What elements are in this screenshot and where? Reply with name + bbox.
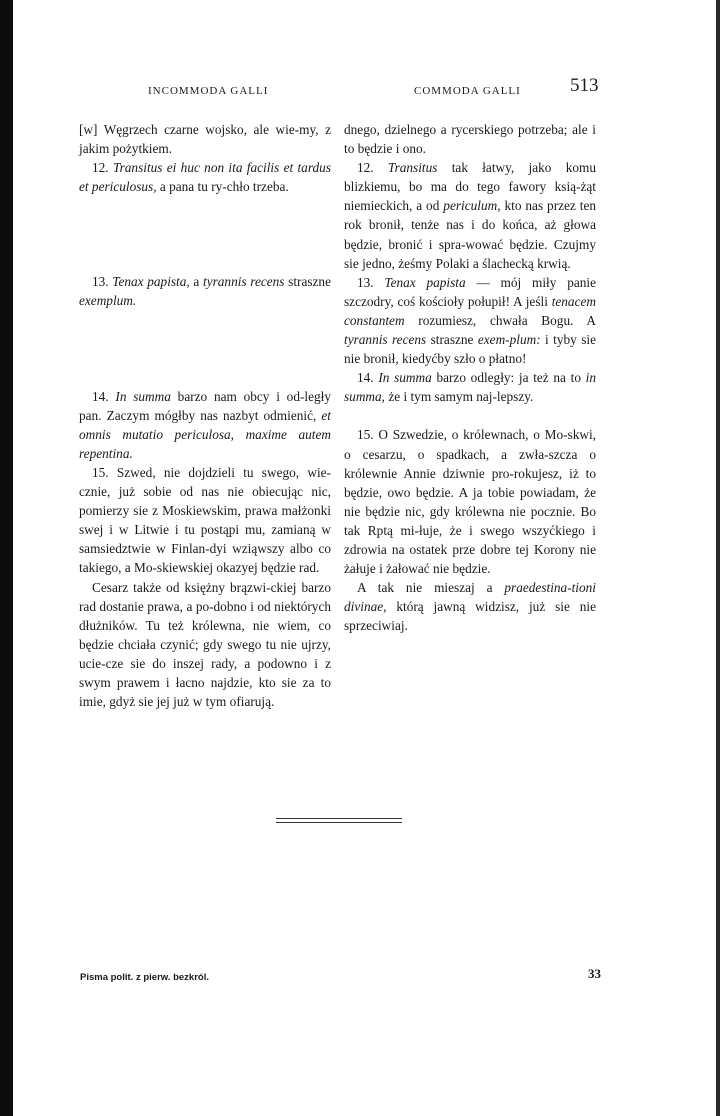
text-run: kto nas przez ten rok bronił, tenże nas i do końca, aż głowa będzie, bronić i spra-wować będzie. Czujmy sie jedno, żeśmy Polaki a ślachecką krwią.	[344, 198, 596, 271]
right-column	[344, 120, 596, 635]
text-run: [w] Węgrzech czarne wojsko, ale wie-my, z jakim pożytkiem.	[79, 122, 331, 157]
italic-text: In summa	[115, 388, 171, 404]
text-run: 14.	[357, 370, 379, 386]
italic-text: Transitus	[387, 160, 438, 176]
italic-text: in summa,	[344, 370, 597, 405]
left-para-1	[79, 120, 331, 158]
text-run: — mój miły panie szczodry, coś kościoły połupił! A jeśli	[344, 274, 596, 309]
italic-text: Transitus ei huc non ita facilis et tardus et periculosus,	[79, 160, 331, 195]
text-run: Cesarz także od księżny brązwi-ckiej barzo rad dostanie prawa, a po-dobno i od niektórych dłużników. Tu też królewna, nie wiem, co będzie chciała czynić; gdy swego tu nie ujrzy, ucie-cze sie do inszej rady, a podowno i z swym prawem i łacno najdzie, kto sie za to imie, gdyż sie jej już w tym ofiarują.	[79, 579, 331, 710]
text-run: i tyby sie nie bronił, kiedyćby szło o płatno!	[344, 332, 596, 367]
left-para-cesarz	[79, 578, 331, 712]
italic-text: tyrannis recens	[344, 332, 427, 348]
signature-line: Pisma polit. z pierw. bezkról.	[80, 972, 209, 983]
left-para-15	[79, 463, 331, 578]
italic-text: Tenax papista,	[112, 274, 190, 290]
left-column	[79, 120, 331, 711]
italic-text: In summa	[378, 370, 432, 386]
right-para-15	[344, 425, 596, 578]
text-run: barzo odległy: ja też na to	[431, 370, 586, 386]
running-head-left: INCOMMODA GALLI	[148, 85, 269, 97]
left-para-13	[79, 272, 331, 310]
text-run: a	[189, 274, 203, 290]
italic-text: tyrannis recens	[203, 274, 285, 290]
text-run: dnego, dzielnego a rycerskiego potrzeba; ale i to będzie i ono.	[344, 122, 596, 157]
right-para-1	[344, 120, 596, 158]
sheet-number: 33	[588, 966, 601, 981]
page-number: 513	[570, 75, 599, 96]
text-run: tak łatwy, jako komu blizkiemu, bo ma do tego fawory ksią-żąt niemieckich, a od	[344, 160, 596, 214]
right-para-14	[344, 368, 596, 406]
italic-text: tenacem constantem	[344, 293, 596, 328]
text-run: 13.	[357, 274, 385, 290]
text-run: 13.	[92, 274, 113, 290]
text-run: którą jawną widzisz, już sie nie sprzeciwiaj.	[344, 599, 596, 634]
italic-text: exemplum.	[79, 293, 137, 309]
text-run: 14.	[92, 388, 116, 404]
ornamental-rule	[276, 818, 402, 823]
text-run: 12.	[357, 160, 388, 176]
text-run: barzo nam obcy i od-legły pan. Zaczym mógłby nas nazbyt odmienić,	[79, 388, 331, 423]
text-run: straszne	[426, 332, 478, 348]
right-para-12	[344, 158, 596, 273]
text-run: 12.	[92, 160, 113, 176]
italic-text: praedestina-tioni divinae,	[344, 580, 596, 615]
italic-text: et omnis mutatio periculosa, maxime autem repentina.	[79, 407, 331, 461]
text-run: 15. Szwed, nie dojdzieli tu swego, wie-cznie, już sobie od nas nie obiecując nic, pomierzy sie z Moskiewskim, prawa małżonki swej i w Litwie i tu postąpi mu, zamianą w samsiedztwie w Finlan-dyi wziąwszy albo co takiego, a Mo-skiewskiej okazyej będzie rad.	[79, 464, 331, 576]
right-para-closing	[344, 578, 596, 635]
text-run: straszne	[284, 274, 331, 290]
text-run: rozumiesz, chwała Bogu. A	[404, 312, 596, 328]
text-run: 15. O Szwedzie, o królewnach, o Mo-skwi, o cesarzu, o spadkach, a zwła-szcza o królewnie Annie dziwnie pro-rokujesz, iż to będzie, owo będzie. A ja tobie powiadam, że nie będzie nic, gdy królewna nie pocznie. Bo tak Rptą mi-łuje, że i swego wszyćkiego i zdrowia na ostatek prze dobre tej Korony nie żałuje i żałować nie będzie.	[344, 427, 596, 577]
italic-text: exem-plum:	[477, 332, 541, 348]
left-para-14	[79, 387, 331, 463]
scan-right-edge	[716, 0, 720, 1116]
left-para-12	[79, 158, 331, 196]
text-run: a pana tu ry-chło trzeba.	[156, 179, 289, 195]
scan-left-edge	[0, 0, 13, 1116]
running-head-right: COMMODA GALLI	[414, 85, 521, 97]
italic-text: Tenax papista	[384, 274, 466, 290]
text-run: A tak nie mieszaj a	[357, 580, 505, 596]
italic-text: periculum,	[443, 198, 501, 214]
text-run: że i tym samym naj-lepszy.	[385, 389, 534, 405]
right-para-13	[344, 273, 596, 368]
